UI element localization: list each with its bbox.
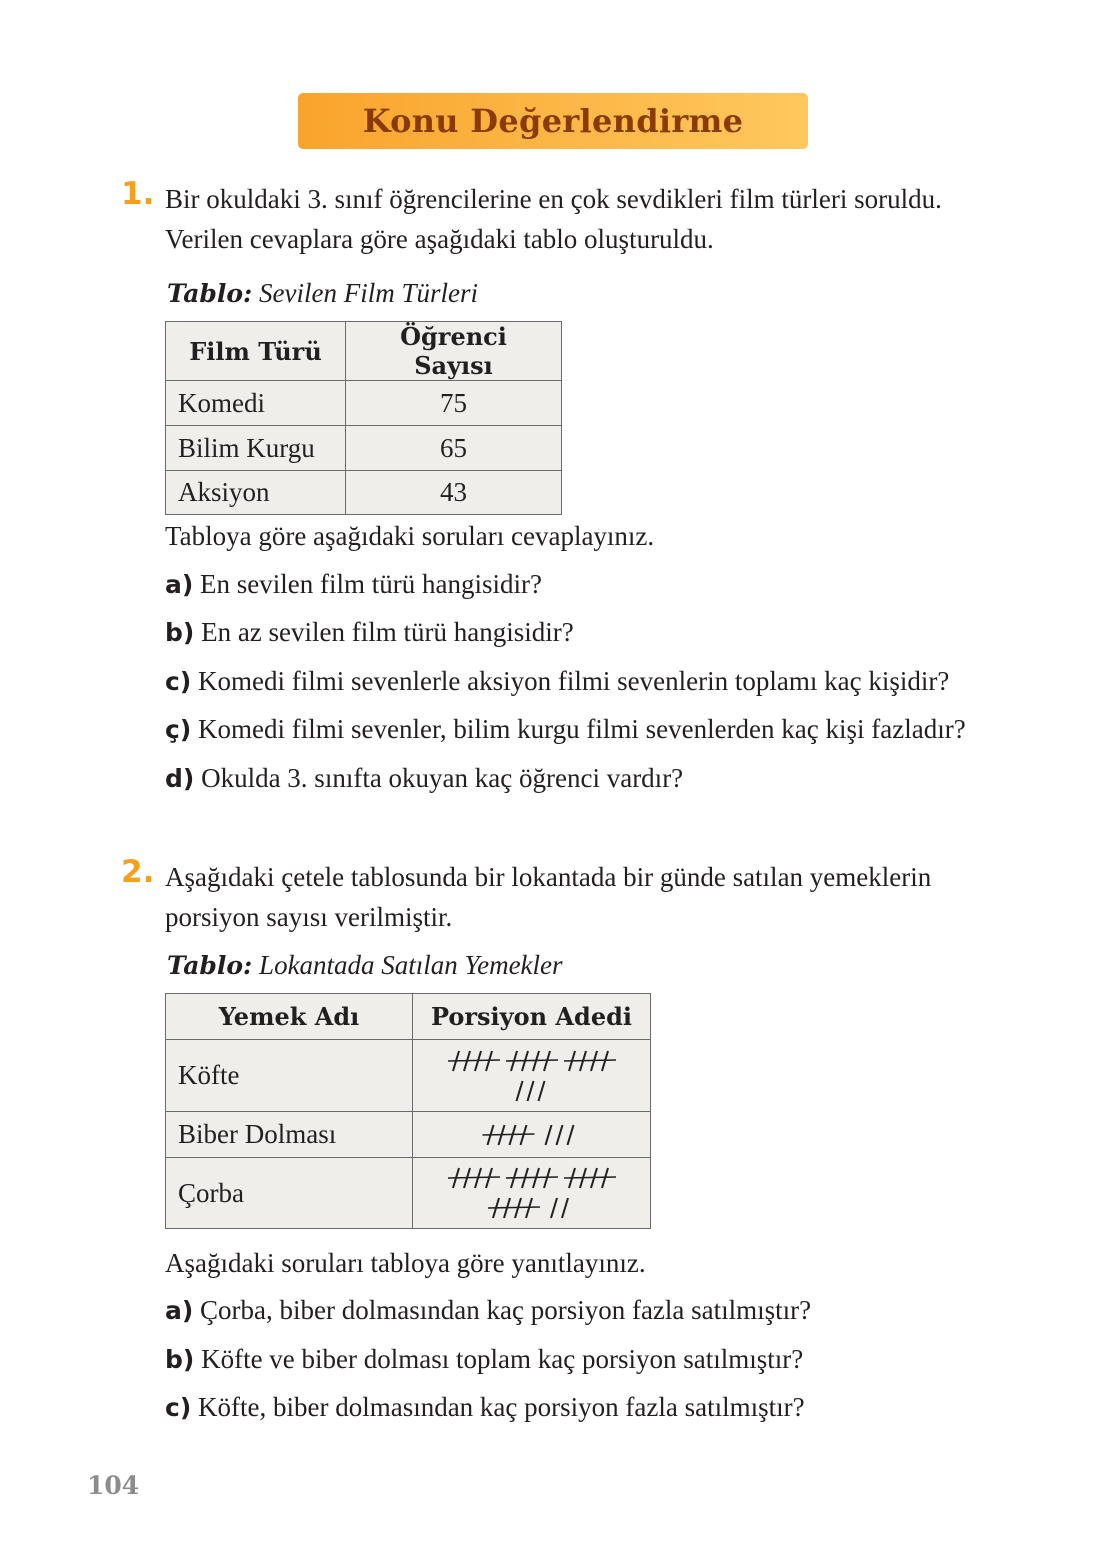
- sub-text: Köfte ve biber dolması toplam kaç porsiyon satılmıştır?: [194, 1344, 804, 1374]
- tally-group-of-five: [564, 1051, 616, 1071]
- sub-text: Okulda 3. sınıfta okuyan kaç öğrenci vardır?: [194, 763, 684, 793]
- question-number-1: 1.: [121, 176, 155, 212]
- sub-text: En sevilen film türü hangisidir?: [193, 569, 542, 599]
- cell-name: Komedi: [166, 381, 346, 426]
- section-title: Konu Değerlendirme: [362, 102, 744, 140]
- section-title-banner: [298, 93, 808, 149]
- question-2-text: [165, 857, 931, 937]
- tally-group-of-five: [564, 1168, 616, 1188]
- tally-cross-stroke: [488, 1207, 540, 1208]
- table-row: [166, 1040, 651, 1112]
- sub-text: Köfte, biber dolmasından kaç porsiyon fazla satılmıştır?: [191, 1392, 805, 1422]
- table-header: Yemek Adı: [166, 994, 413, 1040]
- tally-stroke: [551, 1198, 557, 1218]
- sub-label: a): [165, 570, 194, 599]
- instruction: Tabloya göre aşağıdaki soruları cevaplayınız.: [165, 521, 655, 551]
- tally-strokes: [545, 1125, 573, 1145]
- question-number-2: 2.: [121, 854, 155, 890]
- cell-name: Köfte: [166, 1040, 413, 1112]
- tally-cell: [413, 1040, 651, 1112]
- tally-group-of-five: [448, 1168, 500, 1188]
- sub-label: b): [165, 618, 195, 647]
- table-row: [166, 1158, 651, 1229]
- table-row: [166, 426, 562, 471]
- tally-cross-stroke: [506, 1060, 558, 1061]
- sub-label: a): [165, 1296, 194, 1325]
- sub-question: [165, 1392, 805, 1423]
- cell-value: 75: [346, 381, 562, 426]
- table-row: [166, 471, 562, 515]
- table-header: Film Türü: [166, 322, 346, 381]
- sub-question: [165, 617, 574, 648]
- page-number: 104: [87, 1471, 140, 1500]
- tally-group-of-five: [506, 1168, 558, 1188]
- tally-strokes: [516, 1081, 544, 1101]
- tally-cross-stroke: [448, 1177, 500, 1178]
- sub-text: Komedi filmi sevenler, bilim kurgu filmi sevenlerden kaç kişi fazladır?: [191, 714, 966, 744]
- sub-text: En az sevilen film türü hangisidir?: [194, 617, 574, 647]
- tally-group-of-five: [482, 1125, 534, 1145]
- caption-text: Lokantada Satılan Yemekler: [252, 950, 563, 980]
- sub-text: Komedi filmi sevenlerle aksiyon filmi sevenlerin toplamı kaç kişidir?: [191, 666, 950, 696]
- sub-question: [165, 714, 966, 745]
- text-line: Aşağıdaki çetele tablosunda bir lokantada bir günde satılan yemeklerin: [165, 862, 932, 892]
- text-line: Bir okuldaki 3. sınıf öğrencilerine en çok sevdikleri film türleri soruldu.: [165, 184, 942, 214]
- tally-marks: [427, 1046, 637, 1106]
- sub-label: c): [165, 1393, 192, 1422]
- tally-group-of-five: [448, 1051, 500, 1071]
- tally-cross-stroke: [564, 1177, 616, 1178]
- text-line: Verilen cevaplara göre aşağıdaki tablo oluşturuldu.: [165, 224, 714, 254]
- tally-cell: [413, 1112, 651, 1158]
- text-line: porsiyon sayısı verilmiştir.: [165, 902, 453, 932]
- tally-stroke: [556, 1125, 562, 1145]
- tally-stroke: [527, 1081, 533, 1101]
- cell-value: 43: [346, 471, 562, 515]
- caption-label: Tablo:: [167, 279, 253, 308]
- tally-marks: [427, 1120, 637, 1150]
- caption-text: Sevilen Film Türleri: [252, 278, 479, 308]
- cell-name: Aksiyon: [166, 471, 346, 515]
- sub-question: [165, 763, 683, 794]
- tally-stroke: [538, 1081, 544, 1101]
- tally-stroke: [562, 1198, 568, 1218]
- sub-question: [165, 666, 949, 697]
- cell-name: Biber Dolması: [166, 1112, 413, 1158]
- table-row: [166, 381, 562, 426]
- table-2-caption: [167, 950, 563, 981]
- film-table: [165, 321, 562, 515]
- sub-question: [165, 569, 542, 600]
- table-1-caption: [167, 278, 478, 309]
- table-row: [166, 1112, 651, 1158]
- sub-label: c): [165, 667, 192, 696]
- cell-name: Çorba: [166, 1158, 413, 1229]
- tally-cross-stroke: [482, 1134, 534, 1135]
- tally-group-of-five: [506, 1051, 558, 1071]
- sub-label: d): [165, 764, 195, 793]
- cell-value: 65: [346, 426, 562, 471]
- sub-label: ç): [165, 715, 192, 744]
- cell-name: Bilim Kurgu: [166, 426, 346, 471]
- sub-label: b): [165, 1345, 195, 1374]
- tally-stroke: [567, 1125, 573, 1145]
- food-tally-table: [165, 993, 651, 1229]
- sub-text: Çorba, biber dolmasından kaç porsiyon fazla satılmıştır?: [193, 1295, 812, 1325]
- tally-cross-stroke: [506, 1177, 558, 1178]
- instruction: Aşağıdaki soruları tabloya göre yanıtlayınız.: [165, 1248, 646, 1278]
- question-1-text: [165, 179, 942, 259]
- tally-cross-stroke: [564, 1060, 616, 1061]
- tally-marks: [427, 1163, 637, 1223]
- sub-question: [165, 1344, 803, 1375]
- tally-cross-stroke: [448, 1060, 500, 1061]
- sub-question: [165, 1295, 811, 1326]
- caption-label: Tablo:: [167, 951, 253, 980]
- tally-stroke: [545, 1125, 551, 1145]
- table-header: Öğrenci Sayısı: [346, 322, 562, 381]
- tally-cell: [413, 1158, 651, 1229]
- table-header: Porsiyon Adedi: [413, 994, 651, 1040]
- tally-strokes: [551, 1198, 568, 1218]
- tally-group-of-five: [488, 1198, 540, 1218]
- tally-stroke: [516, 1081, 522, 1101]
